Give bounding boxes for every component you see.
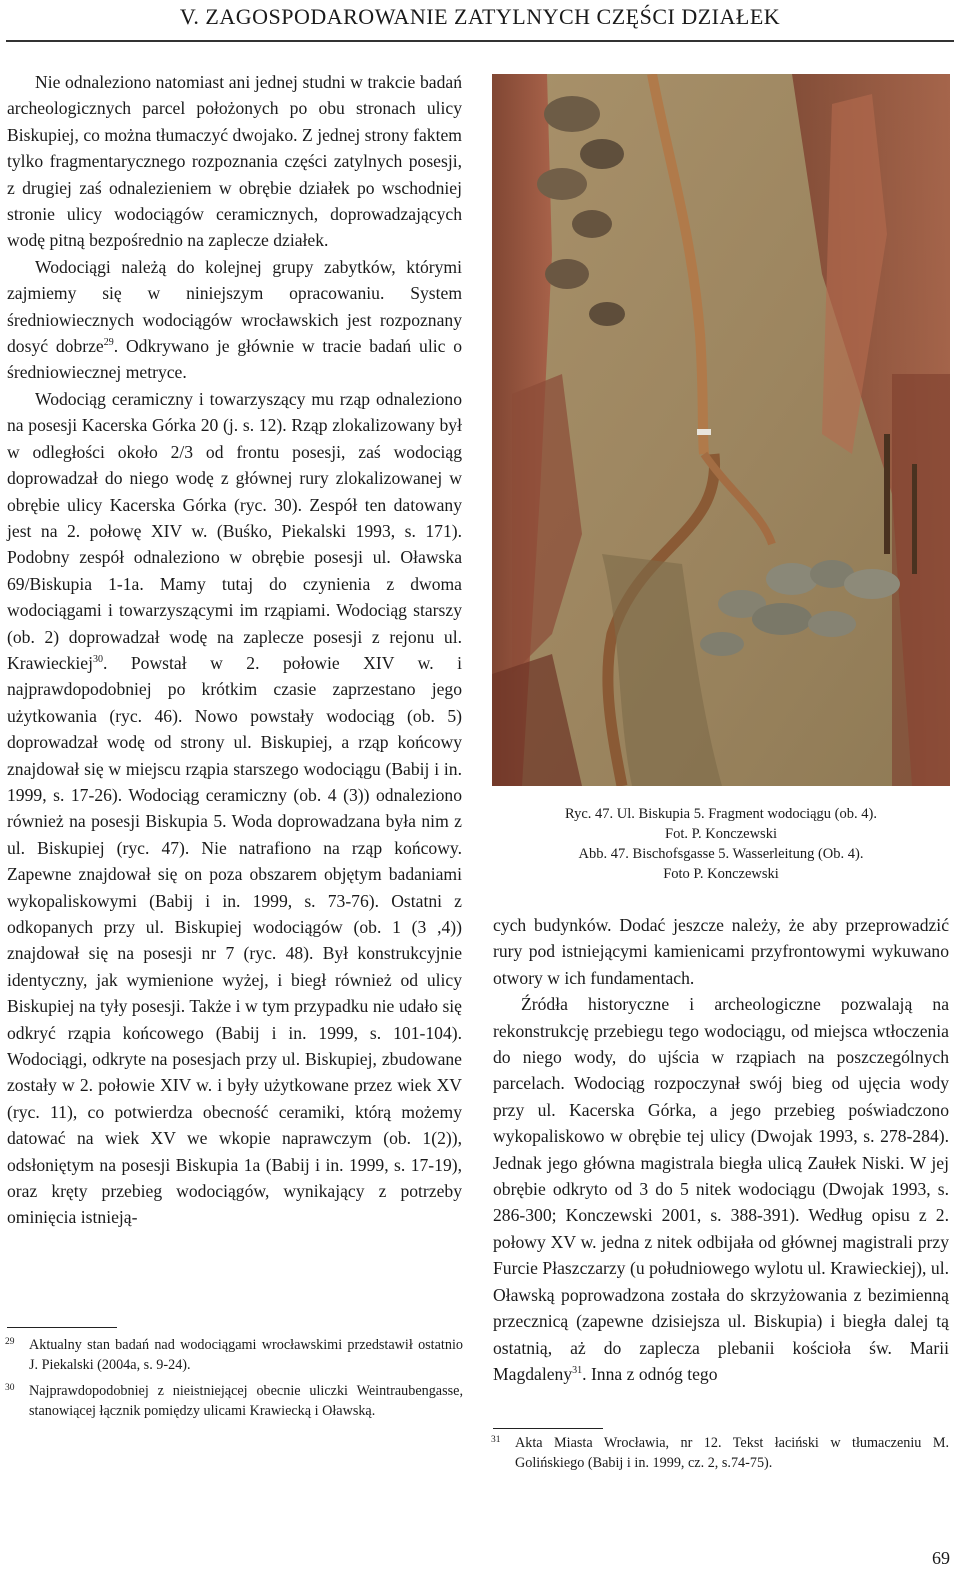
footnote-number: 31 xyxy=(491,1435,501,1445)
excavation-photo-image xyxy=(492,74,950,786)
footnote-ref: 29 xyxy=(103,337,114,349)
paragraph: Źródła historyczne i archeologiczne pozwalają na rekonstrukcję przebiegu tego wodociągu, od miejsca wtłoczenia do niego wody, do ujścia w rząpiach na poszczególnych parcelach. Wodociąg rozpoczynał swój bieg od ujęcia wody przy ul. Kacerska Górka, a jego przebieg poświadczono wykopaliskowo w obrębie tej ulicy (Dwojak 1993, s. 278-284). Jednak jego główna magistrala biegła ulicą Zaułek Niski. W jej obrębie odkryto od 3 do 5 nitek wodociągu (Dwojak 1993, s. 286-300; Konczewski 2001, s. 388-391). Według opisu z 2. połowy XV w. jedna z nitek odbijała od głównej magistrali przy Furcie Płaszczarzy (u południowego wylotu ul. Krawieckiej), ul. Oławską poprowadzona została do skrzyżowania z bezimienną przecznicą (zapewne dzisiejsza ul. Biskupia) i biegła dalej tą ostatnią, aż do zaplecza plebanii kościoła św. Marii Magdaleny$^{31}$. Inna z odnóg tego xyxy=(493,994,949,1384)
footnote-30 xyxy=(7,1382,463,1421)
footnote-number: 30 xyxy=(5,1383,15,1393)
figure-caption xyxy=(492,804,950,884)
paragraph: Wodociąg ceramiczny i towarzyszący mu rząp odnaleziono na posesji Kacerska Górka 20 (j. s. 12). Rząp zlokalizowany był w odległości około 2/3 od frontu posesji, zaś wodociąg doprowadzał do niego wodę z głównej rury zlokalizowanej w obrębie ulicy Kacerska Górka (ryc. 30). Zespół ten datowany jest na 2. połowę XIV w. (Buśko, Piekalski 1993, s. 171). Podobny zespół odnaleziono w obrębie posesji ul. Oławska 69/Biskupia 1-1a. Mamy tutaj do czynienia z dwoma wodociągami i towarzyszącymi im rząpiami. Wodociąg starszy (ob. 2) doprowadzał wodę na zaplecze posesji z rejonu ul. Krawieckiej$^{30}$. Powstał w 2. połowie XIV w. i najprawdopodobniej po krótkim czasie zaprzestano jego użytkowania (ryc. 46). Nowo powstały wodociąg (ob. 5) doprowadzał wodę od strony ul. Biskupiej, a rząp końcowy znajdował się w miejscu rząpia starszego wodociągu (Babij i in. 1999, s. 17-26). Wodociąg ceramiczny (ob. 4 (3)) odnaleziono również na posesji Biskupia 5. Woda doprowadzana była nim z ul. Biskupiej (ryc. 47). Nie natrafiono na rząp końcowy. Zapewne znajdował się on poza obszarem objętym badaniami wykopaliskowymi (Babij i in. 1999, s. 73-76). Ostatni z odkopanych przy ul. Biskupiej wodociągów (ob. 1 (3 ,4)) znajdował się na posesji nr 7 (ryc. 48). Był konstrukcyjnie identyczny, jak wymienione wyżej, i biegł również od ulicy Biskupiej na tyły posesji. Także i w tym przypadku nie udało się odkryć rząpia końcowego (Babij i in. 1999, s. 101-104). Wodociągi, odkryte na posesjach przy ul. Biskupiej, zbudowane zostały w 2. połowie XIV w. i były użytkowane przez wiek XV (ryc. 11), co potwierdza obecność ceramiki, którą możemy datować na wiek XV we wkopie naprawczym (ob. 1(2)), odsłoniętym na posesji Biskupia 1a (Babij i in. 1999, s. 17-19), oraz kręty przebieg wodociągów, wynikający z potrzeby ominięcia istnieją- xyxy=(7,388,462,1228)
footnote-ref: 30 xyxy=(92,654,103,666)
footnote-text: Najprawdopodobniej z nieistniejącej obecnie uliczki Weintraubengasse, stanowiącej łącznik pomiędzy ulicami Krawiecką i Oławską. xyxy=(29,1383,463,1419)
chapter-title: V. ZAGOSPODAROWANIE ZATYLNYCH CZĘŚCI DZIAŁEK xyxy=(179,4,781,29)
caption-line: Abb. 47. Bischofsgasse 5. Wasserleitung (Ob. 4). xyxy=(578,846,864,862)
footnote-29 xyxy=(7,1336,463,1375)
caption-line: Foto P. Konczewski xyxy=(663,866,779,882)
footnote-text: Akta Miasta Wrocławia, nr 12. Tekst łaciński w tłumaczeniu M. Golińskiego (Babij i in. 1999, cz. 2, s.74-75). xyxy=(515,1435,949,1471)
running-header xyxy=(0,4,960,36)
page-number: 69 xyxy=(932,1548,950,1568)
footnote-rule xyxy=(7,1327,117,1328)
footnote-rule xyxy=(493,1428,603,1429)
paragraph: cych budynków. Dodać jeszcze należy, że aby przeprowadzić rury pod istniejącymi kamienicami przyfrontowymi wykuwano otwory w ich fundamentach. xyxy=(493,915,949,988)
caption-line: Ryc. 47. Ul. Biskupia 5. Fragment wodociągu (ob. 4). xyxy=(565,806,877,822)
footnote-ref: 31 xyxy=(572,1365,583,1377)
footnote-number: 29 xyxy=(5,1337,15,1347)
paragraph: Nie odnaleziono natomiast ani jednej studni w trakcie badań archeologicznych parcel położonych po obu stronach ulicy Biskupiej, co można tłumaczyć dwojako. Z jednej strony faktem tylko fragmentarycznego rozpoznania części zatylnych posesji, z drugiej zaś odnalezieniem w obrębie działek po wschodniej stronie ulicy wodociągów ceramicznych, doprowadzających wodę pitną bezpośrednio na zaplecze działek. xyxy=(7,72,462,251)
excavation-photo xyxy=(492,74,950,786)
caption-line: Fot. P. Konczewski xyxy=(665,826,777,842)
paragraph: Wodociągi należą do kolejnej grupy zabytków, którymi zajmiemy się w niniejszym opracowaniu. System średniowiecznych wodociągów wrocławskich jest rozpoznany dosyć dobrze$^{29}$. Odkrywano je głównie w tracie badań ulic o średniowiecznej metryce. xyxy=(7,256,463,383)
header-rule xyxy=(6,40,954,42)
left-text-column xyxy=(7,69,462,1231)
right-text-column xyxy=(493,912,949,1387)
footnote-31 xyxy=(493,1434,949,1473)
footnote-text: Aktualny stan badań nad wodociągami wrocławskimi przedstawił ostatnio J. Piekalski (2004a, s. 9-24). xyxy=(29,1337,463,1373)
